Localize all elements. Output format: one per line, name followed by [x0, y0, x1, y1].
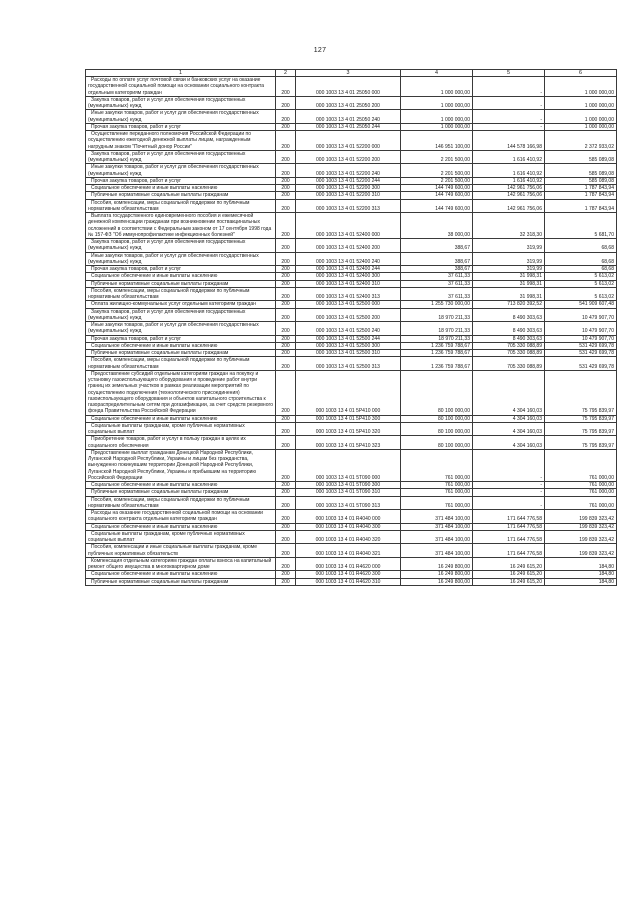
executed-amount: -	[473, 77, 545, 97]
table-row	[86, 177, 617, 184]
approved-amount: 1 255 730 000,00	[401, 301, 473, 308]
approved-amount: 2 201 500,00	[401, 177, 473, 184]
table-row	[86, 415, 617, 422]
line-code: 200	[276, 523, 296, 530]
table-row	[86, 335, 617, 342]
executed-amount: 319,99	[473, 239, 545, 253]
line-code: 200	[276, 123, 296, 130]
executed-amount: 4 304 160,03	[473, 436, 545, 450]
line-code: 200	[276, 350, 296, 357]
unexecuted-amount: 531 429 699,78	[545, 350, 617, 357]
row-name: Прочая закупка товаров, работ и услуг	[86, 177, 276, 184]
approved-amount: 1 000 000,00	[401, 96, 473, 110]
line-code: 200	[276, 482, 296, 489]
row-name: Предоставление выплат гражданам Донецкой Народной Республики, Луганской Народной Республики, Украины и лицам без гражданства, вынужденно покинувшим территории Донецкой Народной Республики, Луганской Народной Республики, Украины и прибывшим на территорию Российской Федерации	[86, 449, 276, 481]
line-code: 200	[276, 357, 296, 371]
table-row	[86, 496, 617, 510]
row-name: Расходы на оказание государственной социальной помощи на основании социального контракта отдельным категориям граждан	[86, 510, 276, 524]
row-name: Социальное обеспечение и иные выплаты населению	[86, 273, 276, 280]
budget-classification-code: 000 1003 13 4 01 52400 240	[296, 252, 401, 266]
line-code: 200	[276, 164, 296, 178]
budget-classification-code: 000 1003 13 4 01 52500 200	[296, 308, 401, 322]
budget-classification-code: 000 1003 13 4 01 5Т090 000	[296, 449, 401, 481]
table-row	[86, 110, 617, 124]
executed-amount: -	[473, 482, 545, 489]
executed-amount: 31 998,31	[473, 287, 545, 301]
table-row	[86, 287, 617, 301]
unexecuted-amount: 5 613,02	[545, 287, 617, 301]
row-name: Прочая закупка товаров, работ и услуг	[86, 123, 276, 130]
approved-amount: 371 484 100,00	[401, 523, 473, 530]
row-name: Социальное обеспечение и иные выплаты населению	[86, 185, 276, 192]
unexecuted-amount: 199 839 323,42	[545, 544, 617, 558]
executed-amount: 31 998,31	[473, 280, 545, 287]
executed-amount: 1 616 410,92	[473, 150, 545, 164]
table-row	[86, 280, 617, 287]
table-row	[86, 544, 617, 558]
line-code: 200	[276, 131, 296, 151]
executed-amount: 705 330 088,89	[473, 342, 545, 349]
approved-amount: 16 249 800,00	[401, 578, 473, 585]
executed-amount: 16 249 615,20	[473, 557, 545, 571]
unexecuted-amount: 75 795 839,97	[545, 370, 617, 415]
unexecuted-amount: 10 479 907,70	[545, 335, 617, 342]
unexecuted-amount: 5 613,02	[545, 280, 617, 287]
budget-classification-code: 000 1003 13 4 01 52400 000	[296, 213, 401, 239]
unexecuted-amount: 68,68	[545, 239, 617, 253]
row-name: Социальное обеспечение и иные выплаты населению	[86, 482, 276, 489]
budget-classification-code: 000 1003 13 4 01 52200 240	[296, 164, 401, 178]
executed-amount: 705 330 088,89	[473, 350, 545, 357]
table-row	[86, 131, 617, 151]
unexecuted-amount: 5 613,02	[545, 273, 617, 280]
budget-classification-code: 000 1003 13 4 01 52400 300	[296, 273, 401, 280]
line-code: 200	[276, 342, 296, 349]
table-row	[86, 150, 617, 164]
line-code: 200	[276, 578, 296, 585]
unexecuted-amount: 585 089,08	[545, 164, 617, 178]
line-code: 200	[276, 192, 296, 199]
unexecuted-amount: 531 429 699,78	[545, 342, 617, 349]
unexecuted-amount: 1 000 000,00	[545, 96, 617, 110]
approved-amount: 1 236 759 788,67	[401, 357, 473, 371]
row-name: Пособия, компенсации, меры социальной поддержки по публичным нормативным обязательствам	[86, 496, 276, 510]
line-code: 200	[276, 571, 296, 578]
column-header-row	[86, 70, 617, 77]
executed-amount: 705 330 088,89	[473, 357, 545, 371]
executed-amount: 8 490 303,63	[473, 322, 545, 336]
row-name: Закупка товаров, работ и услуг для обеспечения государственных (муниципальных) нужд	[86, 308, 276, 322]
approved-amount: 388,67	[401, 252, 473, 266]
approved-amount: 146 951 100,00	[401, 131, 473, 151]
row-name: Социальное обеспечение и иные выплаты населению	[86, 523, 276, 530]
budget-classification-code: 000 1003 13 4 01 R4040 321	[296, 544, 401, 558]
executed-amount: 319,99	[473, 266, 545, 273]
line-code: 200	[276, 335, 296, 342]
approved-amount: 388,67	[401, 239, 473, 253]
budget-classification-code: 000 1003 13 4 01 52500 300	[296, 342, 401, 349]
table-row	[86, 422, 617, 436]
executed-amount: 4 304 160,03	[473, 415, 545, 422]
approved-amount: 144 749 600,00	[401, 192, 473, 199]
line-code: 200	[276, 370, 296, 415]
line-code: 200	[276, 280, 296, 287]
executed-amount: 142 961 756,06	[473, 199, 545, 213]
approved-amount: 37 611,33	[401, 273, 473, 280]
table-row	[86, 322, 617, 336]
executed-amount: 171 644 776,58	[473, 510, 545, 524]
approved-amount: 371 484 100,00	[401, 510, 473, 524]
line-code: 200	[276, 322, 296, 336]
approved-amount: 371 484 100,00	[401, 544, 473, 558]
executed-amount: 171 644 776,58	[473, 544, 545, 558]
row-name: Социальные выплаты гражданам, кроме публичных нормативных социальных выплат	[86, 530, 276, 544]
row-name: Закупка товаров, работ и услуг для обеспечения государственных (муниципальных) нужд	[86, 96, 276, 110]
column-header: 4	[401, 70, 473, 77]
line-code: 200	[276, 239, 296, 253]
row-name: Выплата государственного единовременного пособия и ежемесячной денежной компенсации гражданам при возникновении поствакцинальных осложнений в соответствии с Федеральным законом от 17 сентября 1998 года № 157-ФЗ "Об иммунопрофилактике инфекционных болезней"	[86, 213, 276, 239]
approved-amount: 761 000,00	[401, 496, 473, 510]
row-name: Социальное обеспечение и иные выплаты населению	[86, 571, 276, 578]
table-row	[86, 449, 617, 481]
approved-amount: 80 100 000,00	[401, 370, 473, 415]
line-code: 200	[276, 185, 296, 192]
table-row	[86, 436, 617, 450]
executed-amount: 8 490 303,63	[473, 308, 545, 322]
approved-amount: 1 000 000,00	[401, 110, 473, 124]
unexecuted-amount: 585 089,08	[545, 150, 617, 164]
row-name: Пособия, компенсации и иные социальные выплаты гражданам, кроме публичных нормативных обязательств	[86, 544, 276, 558]
line-code: 200	[276, 150, 296, 164]
column-header: 5	[473, 70, 545, 77]
unexecuted-amount: 1 787 843,94	[545, 185, 617, 192]
line-code: 200	[276, 436, 296, 450]
table-row	[86, 273, 617, 280]
unexecuted-amount: 199 839 323,42	[545, 523, 617, 530]
executed-amount: -	[473, 489, 545, 496]
budget-classification-code: 000 1003 13 4 01 52400 244	[296, 266, 401, 273]
row-name: Иные закупки товаров, работ и услуг для обеспечения государственных (муниципальных) нужд	[86, 252, 276, 266]
row-name: Иные закупки товаров, работ и услуг для обеспечения государственных (муниципальных) нужд	[86, 164, 276, 178]
approved-amount: 1 236 759 788,67	[401, 350, 473, 357]
executed-amount: 142 961 756,06	[473, 185, 545, 192]
line-code: 200	[276, 422, 296, 436]
approved-amount: 37 611,33	[401, 280, 473, 287]
column-header: 6	[545, 70, 617, 77]
budget-classification-code: 000 1003 13 4 01 R4040 000	[296, 510, 401, 524]
executed-amount: -	[473, 110, 545, 124]
column-header: 2	[276, 70, 296, 77]
unexecuted-amount: 10 479 907,70	[545, 322, 617, 336]
executed-amount: 142 961 756,06	[473, 192, 545, 199]
line-code: 200	[276, 449, 296, 481]
line-code: 200	[276, 557, 296, 571]
unexecuted-amount: 184,80	[545, 557, 617, 571]
approved-amount: 761 000,00	[401, 449, 473, 481]
executed-amount: 31 998,31	[473, 273, 545, 280]
approved-amount: 761 000,00	[401, 482, 473, 489]
budget-classification-code: 000 1003 13 4 01 R4620 300	[296, 571, 401, 578]
row-name: Приобретение товаров, работ и услуг в пользу граждан в целях их социального обеспечения	[86, 436, 276, 450]
line-code: 200	[276, 489, 296, 496]
executed-amount: 319,99	[473, 252, 545, 266]
column-header: 1	[86, 70, 276, 77]
budget-classification-code: 000 1003 13 4 01 25050 000	[296, 77, 401, 97]
row-name: Предоставление субсидий отдельным категориям граждан на покупку и установку газоиспользующего оборудования и проведение работ внутри границ их земельных участков в рамках реализации мероприятий по осуществлению подключения (технологического присоединения) газоиспользующего оборудования и объектов капитального строительства к газораспределительным сетям при догазификации, за счет средств резервного фонда Правительства Российской Федерации	[86, 370, 276, 415]
line-code: 200	[276, 530, 296, 544]
executed-amount: 8 490 303,63	[473, 335, 545, 342]
budget-classification-code: 000 1003 13 4 01 25050 244	[296, 123, 401, 130]
unexecuted-amount: 585 089,08	[545, 177, 617, 184]
table-row	[86, 557, 617, 571]
unexecuted-amount: 1 787 843,94	[545, 192, 617, 199]
approved-amount: 80 100 000,00	[401, 415, 473, 422]
unexecuted-amount: 5 681,70	[545, 213, 617, 239]
unexecuted-amount: 75 795 839,97	[545, 415, 617, 422]
table-row	[86, 342, 617, 349]
line-code: 200	[276, 544, 296, 558]
approved-amount: 80 100 000,00	[401, 422, 473, 436]
line-code: 200	[276, 213, 296, 239]
table-row	[86, 350, 617, 357]
budget-classification-code: 000 1003 13 4 01 5Р410 300	[296, 415, 401, 422]
approved-amount: 18 970 211,33	[401, 322, 473, 336]
row-name: Осуществление переданного полномочия Российской Федерации по осуществлению ежегодной денежной выплаты лицам, награжденным нагрудным знаком "Почетный донор России"	[86, 131, 276, 151]
unexecuted-amount: 75 795 839,97	[545, 422, 617, 436]
table-row	[86, 530, 617, 544]
table-row	[86, 164, 617, 178]
unexecuted-amount: 75 795 839,97	[545, 436, 617, 450]
approved-amount: 37 611,33	[401, 287, 473, 301]
unexecuted-amount: 199 839 323,42	[545, 510, 617, 524]
table-row	[86, 578, 617, 585]
unexecuted-amount: 184,80	[545, 571, 617, 578]
approved-amount: 761 000,00	[401, 489, 473, 496]
unexecuted-amount: 1 000 000,00	[545, 77, 617, 97]
unexecuted-amount: 761 000,00	[545, 489, 617, 496]
table-row	[86, 370, 617, 415]
table-row	[86, 308, 617, 322]
approved-amount: 1 000 000,00	[401, 123, 473, 130]
row-name: Публичные нормативные социальные выплаты гражданам	[86, 280, 276, 287]
line-code: 200	[276, 96, 296, 110]
approved-amount: 38 000,00	[401, 213, 473, 239]
unexecuted-amount: 184,80	[545, 578, 617, 585]
table-row	[86, 185, 617, 192]
line-code: 200	[276, 77, 296, 97]
budget-classification-code: 000 1003 13 4 01 R4620 310	[296, 578, 401, 585]
unexecuted-amount: 761 000,00	[545, 482, 617, 489]
row-name: Закупка товаров, работ и услуг для обеспечения государственных (муниципальных) нужд	[86, 150, 276, 164]
unexecuted-amount: 199 839 323,42	[545, 530, 617, 544]
table-row	[86, 192, 617, 199]
row-name: Компенсация отдельным категориям граждан оплаты взноса на капитальный ремонт общего имущества в многоквартирном доме	[86, 557, 276, 571]
row-name: Иные закупки товаров, работ и услуг для обеспечения государственных (муниципальных) нужд	[86, 322, 276, 336]
line-code: 200	[276, 301, 296, 308]
row-name: Прочая закупка товаров, работ и услуг	[86, 266, 276, 273]
row-name: Пособия, компенсации, меры социальной поддержки по публичным нормативным обязательствам	[86, 199, 276, 213]
unexecuted-amount: 68,68	[545, 266, 617, 273]
table-row	[86, 510, 617, 524]
executed-amount: -	[473, 123, 545, 130]
approved-amount: 144 749 600,00	[401, 185, 473, 192]
budget-classification-code: 000 1003 13 4 01 52500 244	[296, 335, 401, 342]
row-name: Социальное обеспечение и иные выплаты населению	[86, 342, 276, 349]
table-row	[86, 213, 617, 239]
row-name: Расходы по оплате услуг почтовой связи и банковских услуг на оказание государственной социальной помощи на основании социального контракта отдельным категориям граждан	[86, 77, 276, 97]
budget-classification-code: 000 1003 13 4 01 52400 310	[296, 280, 401, 287]
budget-classification-code: 000 1003 13 4 01 R4040 320	[296, 530, 401, 544]
executed-amount: 4 304 160,03	[473, 370, 545, 415]
row-name: Закупка товаров, работ и услуг для обеспечения государственных (муниципальных) нужд	[86, 239, 276, 253]
line-code: 200	[276, 510, 296, 524]
unexecuted-amount: 761 000,00	[545, 449, 617, 481]
row-name: Публичные нормативные социальные выплаты гражданам	[86, 578, 276, 585]
row-name: Иные закупки товаров, работ и услуг для обеспечения государственных (муниципальных) нужд	[86, 110, 276, 124]
line-code: 200	[276, 266, 296, 273]
budget-classification-code: 000 1003 13 4 01 52200 000	[296, 131, 401, 151]
budget-classification-code: 000 1003 13 4 01 5Т090 310	[296, 489, 401, 496]
unexecuted-amount: 1 000 000,00	[545, 110, 617, 124]
executed-amount: 4 304 160,03	[473, 422, 545, 436]
row-name: Публичные нормативные социальные выплаты гражданам	[86, 192, 276, 199]
page-number: 127	[313, 47, 327, 54]
unexecuted-amount: 68,68	[545, 252, 617, 266]
executed-amount: 1 616 410,92	[473, 164, 545, 178]
approved-amount: 16 249 800,00	[401, 557, 473, 571]
approved-amount: 80 100 000,00	[401, 436, 473, 450]
line-code: 200	[276, 415, 296, 422]
unexecuted-amount: 531 429 699,78	[545, 357, 617, 371]
executed-amount: 32 318,30	[473, 213, 545, 239]
table-row	[86, 96, 617, 110]
executed-amount: 144 578 166,98	[473, 131, 545, 151]
budget-classification-code: 000 1003 13 4 01 52200 313	[296, 199, 401, 213]
budget-classification-code: 000 1003 13 4 01 5Р410 000	[296, 370, 401, 415]
line-code: 200	[276, 308, 296, 322]
table-row	[86, 77, 617, 97]
row-name: Публичные нормативные социальные выплаты гражданам	[86, 350, 276, 357]
budget-classification-code: 000 1003 13 4 01 25050 200	[296, 96, 401, 110]
approved-amount: 1 000 000,00	[401, 77, 473, 97]
unexecuted-amount: 541 909 607,48	[545, 301, 617, 308]
table-row	[86, 357, 617, 371]
row-name: Социальные выплаты гражданам, кроме публичных нормативных социальных выплат	[86, 422, 276, 436]
approved-amount: 371 484 100,00	[401, 530, 473, 544]
approved-amount: 18 970 211,33	[401, 308, 473, 322]
budget-classification-code: 000 1003 13 4 01 52200 310	[296, 192, 401, 199]
budget-execution-table	[85, 69, 617, 586]
row-name: Социальное обеспечение и иные выплаты населению	[86, 415, 276, 422]
table-row	[86, 482, 617, 489]
row-name: Публичные нормативные социальные выплаты гражданам	[86, 489, 276, 496]
executed-amount: -	[473, 449, 545, 481]
budget-classification-code: 000 1003 13 4 01 5Р410 323	[296, 436, 401, 450]
budget-classification-code: 000 1003 13 4 01 52500 313	[296, 357, 401, 371]
table-row	[86, 489, 617, 496]
unexecuted-amount: 761 000,00	[545, 496, 617, 510]
budget-classification-code: 000 1003 13 4 01 5Т090 313	[296, 496, 401, 510]
approved-amount: 388,67	[401, 266, 473, 273]
executed-amount: 171 644 776,58	[473, 523, 545, 530]
column-header: 3	[296, 70, 401, 77]
line-code: 200	[276, 177, 296, 184]
unexecuted-amount: 2 372 933,02	[545, 131, 617, 151]
unexecuted-amount: 10 479 907,70	[545, 308, 617, 322]
executed-amount: -	[473, 496, 545, 510]
unexecuted-amount: 1 000 000,00	[545, 123, 617, 130]
budget-classification-code: 000 1003 13 4 01 52400 313	[296, 287, 401, 301]
table-row	[86, 252, 617, 266]
table-row	[86, 571, 617, 578]
executed-amount: 1 616 410,92	[473, 177, 545, 184]
budget-classification-code: 000 1003 13 4 01 52400 200	[296, 239, 401, 253]
approved-amount: 2 201 500,00	[401, 164, 473, 178]
table-row	[86, 301, 617, 308]
approved-amount: 1 236 759 788,67	[401, 342, 473, 349]
budget-classification-code: 000 1003 13 4 01 52200 300	[296, 185, 401, 192]
row-name: Пособия, компенсации, меры социальной поддержки по публичным нормативным обязательствам	[86, 287, 276, 301]
executed-amount: 16 249 615,20	[473, 578, 545, 585]
unexecuted-amount: 1 787 843,94	[545, 199, 617, 213]
executed-amount: 16 249 615,20	[473, 571, 545, 578]
budget-classification-code: 000 1003 13 4 01 52200 200	[296, 150, 401, 164]
approved-amount: 144 749 600,00	[401, 199, 473, 213]
table-row	[86, 266, 617, 273]
approved-amount: 2 201 500,00	[401, 150, 473, 164]
executed-amount: 713 820 392,52	[473, 301, 545, 308]
row-name: Пособия, компенсации, меры социальной поддержки по публичным нормативным обязательствам	[86, 357, 276, 371]
budget-classification-code: 000 1003 13 4 01 5Т090 300	[296, 482, 401, 489]
row-name: Оплата жилищно-коммунальных услуг отдельным категориям граждан	[86, 301, 276, 308]
line-code: 200	[276, 496, 296, 510]
line-code: 200	[276, 252, 296, 266]
table-row	[86, 523, 617, 530]
line-code: 200	[276, 110, 296, 124]
table-row	[86, 123, 617, 130]
row-name: Прочая закупка товаров, работ и услуг	[86, 335, 276, 342]
line-code: 200	[276, 273, 296, 280]
table-row	[86, 199, 617, 213]
executed-amount: 171 644 776,58	[473, 530, 545, 544]
budget-classification-code: 000 1003 13 4 01 52500 240	[296, 322, 401, 336]
approved-amount: 18 970 211,33	[401, 335, 473, 342]
budget-classification-code: 000 1003 13 4 01 5Р410 320	[296, 422, 401, 436]
budget-classification-code: 000 1003 13 4 01 52200 244	[296, 177, 401, 184]
budget-classification-code: 000 1003 13 4 01 R4040 300	[296, 523, 401, 530]
budget-classification-code: 000 1003 13 4 01 R4620 000	[296, 557, 401, 571]
executed-amount: -	[473, 96, 545, 110]
approved-amount: 16 249 800,00	[401, 571, 473, 578]
budget-classification-code: 000 1003 13 4 01 52500 000	[296, 301, 401, 308]
budget-classification-code: 000 1003 13 4 01 52500 310	[296, 350, 401, 357]
table-row	[86, 239, 617, 253]
budget-classification-code: 000 1003 13 4 01 25050 240	[296, 110, 401, 124]
line-code: 200	[276, 287, 296, 301]
line-code: 200	[276, 199, 296, 213]
